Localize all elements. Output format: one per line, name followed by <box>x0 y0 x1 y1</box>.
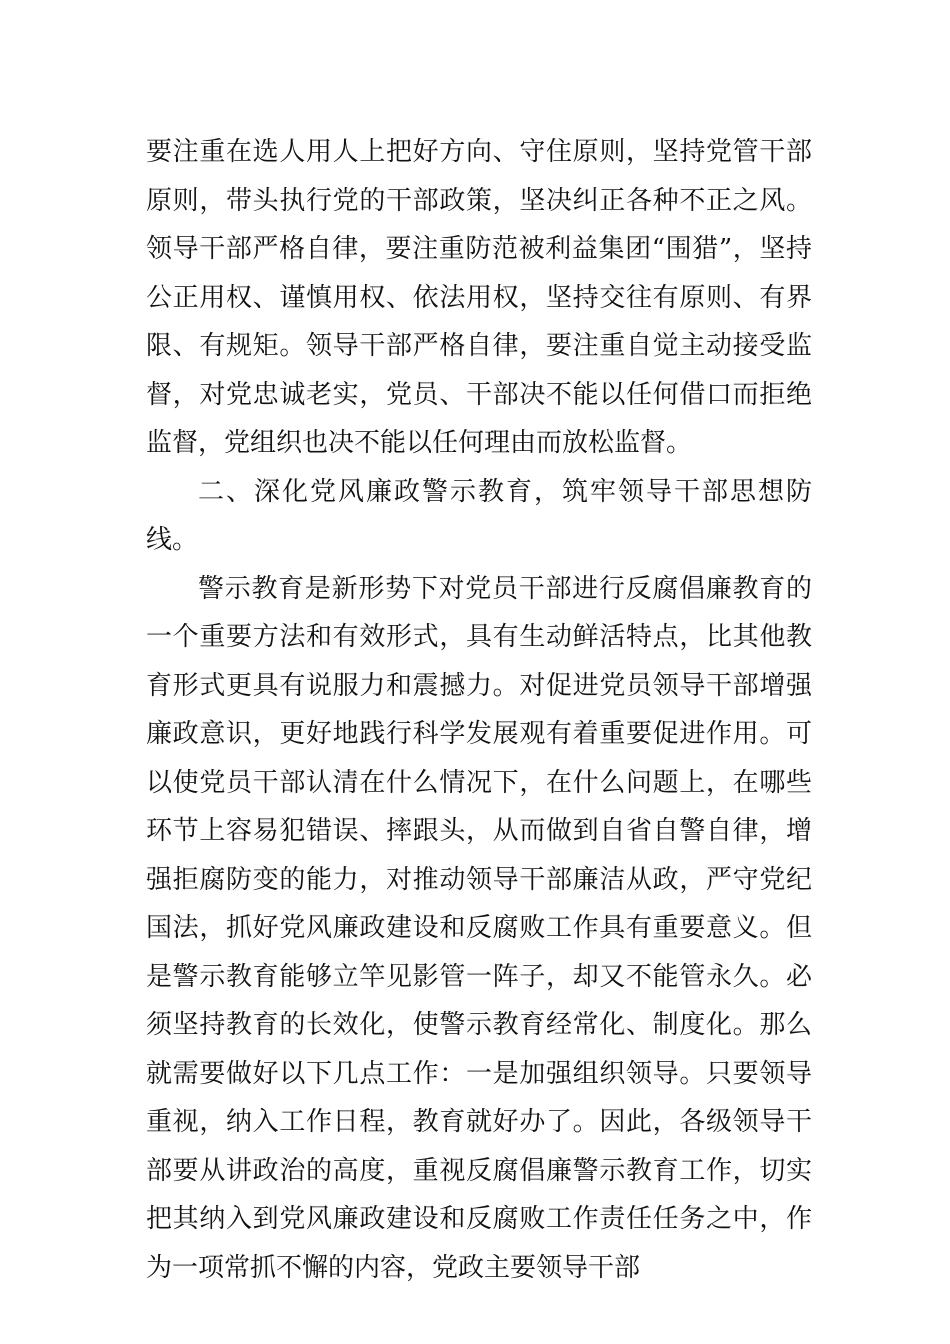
section-heading: 二、深化党风廉政警示教育，筑牢领导干部思想防线。 <box>146 476 812 555</box>
paragraph-continuation: 要注重在选人用人上把好方向、守住原则，坚持党管干部原则，带头执行党的干部政策，坚决纠正各种不正之风。领导干部严格自律，要注重防范被利益集团“围猎”，坚持公正用权、谨慎用权、依法用权，坚持交往有原则、有界限、有规矩。领导干部严格自律，要注重自觉主动接受监督，对党忠诚老实，党员、干部决不能以任何借口而拒绝监督，党组织也决不能以任何理由而放松监督。 <box>146 137 812 458</box>
document-body <box>146 128 812 1292</box>
paragraph-warning-education: 警示教育是新形势下对党员干部进行反腐倡廉教育的一个重要方法和有效形式，具有生动鲜活特点，比其他教育形式更具有说服力和震撼力。对促进党员领导干部增强廉政意识，更好地践行科学发展观有着重要促进作用。可以使党员干部认清在什么情况下，在什么问题上，在哪些环节上容易犯错误、摔跟头，从而做到自省自警自律，增强拒腐防变的能力，对推动领导干部廉洁从政，严守党纪国法，抓好党风廉政建设和反腐败工作具有重要意义。但是警示教育能够立竿见影管一阵子，却又不能管永久。必须坚持教育的长效化，使警示教育经常化、制度化。那么就需要做好以下几点工作：一是加强组织领导。只要领导重视，纳入工作日程，教育就好办了。因此，各级领导干部要从讲政治的高度，重视反腐倡廉警示教育工作，切实把其纳入到党风廉政建设和反腐败工作责任任务之中，作为一项常抓不懈的内容，党政主要领导干部 <box>146 573 812 1283</box>
